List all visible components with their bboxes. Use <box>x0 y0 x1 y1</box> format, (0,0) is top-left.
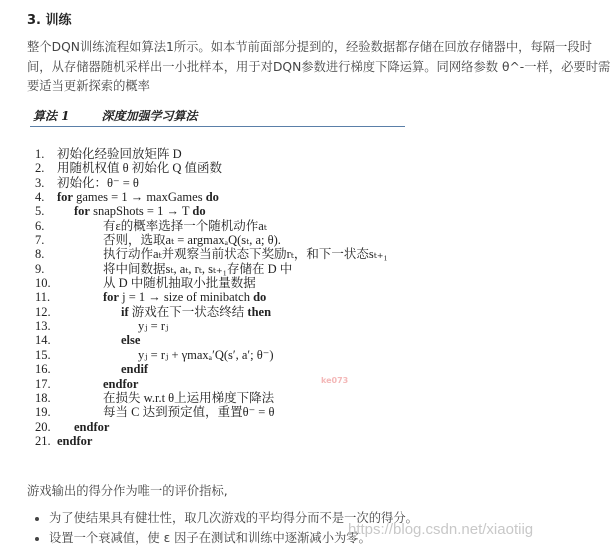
line-text: endif <box>121 362 149 377</box>
line-text: if 游戏在下一状态终结 then <box>121 304 272 319</box>
line-text: 执行动作aₜ并观察当前状态下奖励rₜ，和下一状态sₜ₊₁ <box>103 247 388 262</box>
intro-paragraph: 整个DQN训练流程如算法1所示。如本节前面部分提到的，经验数据都存储在回放存储器中，每隔一段时间，从存储器随机采样出一小批样本，用于对DQN参数进行梯度下降运算。同网络参数 θ^-一样，必要时需要适当更新探索的概率 <box>27 40 611 93</box>
evaluation-paragraph: 游戏输出的得分作为唯一的评价指标, <box>27 484 228 498</box>
line-number: 17. <box>35 376 51 391</box>
image-watermark: ke073 <box>321 376 349 385</box>
line-number: 16. <box>35 362 51 377</box>
line-number: 7. <box>35 233 45 248</box>
line-number: 14. <box>35 333 51 348</box>
line-number: 15. <box>35 347 51 362</box>
line-number: 1. <box>35 147 45 161</box>
line-text: endfor <box>74 419 110 434</box>
line-number: 10. <box>35 276 51 291</box>
site-watermark: https://blog.csdn.net/xiaotiig <box>348 521 534 538</box>
line-number: 12. <box>35 304 51 319</box>
line-text: else <box>121 333 141 348</box>
line-number: 5. <box>35 204 45 219</box>
line-text: endfor <box>103 376 139 391</box>
line-number: 20. <box>35 419 51 434</box>
line-text: 有ε的概率选择一个随机动作aₜ <box>103 218 267 233</box>
algorithm-divider <box>30 126 405 127</box>
line-text: endfor <box>57 433 93 448</box>
algorithm-caption <box>33 107 230 124</box>
line-number: 13. <box>35 319 51 334</box>
line-text: 每当 C 达到预定值，重置θ⁻ = θ <box>103 405 275 420</box>
section-heading: 3. 训练 <box>27 13 72 28</box>
line-number: 18. <box>35 390 51 405</box>
line-text: 将中间数据sₜ, aₜ, rₜ, sₜ₊₁存储在 D 中 <box>103 261 293 276</box>
line-text: for j = 1 → size of minibatch do <box>103 290 267 305</box>
line-number: 4. <box>35 190 45 205</box>
line-text: 用随机权值 θ 初始化 Q 值函数 <box>57 161 223 176</box>
line-text: 在损失 w.r.t θ上运用梯度下降法 <box>103 390 275 405</box>
algorithm-title: 深度加强学习算法 <box>101 109 198 123</box>
algorithm-label: 算法 1 <box>33 109 70 123</box>
line-number: 2. <box>35 161 45 176</box>
line-number: 11. <box>35 290 51 305</box>
list-item: • 为了使结果具有健壮性，取几次游戏的平均得分而不是一次的得分。 <box>49 508 418 528</box>
line-number: 21. <box>35 433 51 448</box>
line-number: 6. <box>35 218 45 233</box>
line-text: 否则，选取aₜ = argmaxₐQ(sₜ, a; θ). <box>103 233 281 248</box>
line-text: for games = 1 → maxGames do <box>57 190 219 205</box>
line-text: 初始化经验回放矩阵 D <box>57 147 182 161</box>
line-text: for snapShots = 1 → T do <box>74 204 206 219</box>
line-text: yⱼ = rⱼ + γmaxₐ′Q(s′, a′; θ⁻) <box>138 347 274 362</box>
line-number: 8. <box>35 247 45 262</box>
line-number: 9. <box>35 261 45 276</box>
line-text: yⱼ = rⱼ <box>138 319 169 334</box>
line-number: 19. <box>35 405 51 420</box>
line-text: 初始化：θ⁻ = θ <box>57 175 139 190</box>
line-number: 3. <box>35 175 45 190</box>
list-item: • 设置一个衰减值，使 ε 因子在测试和训练中逐渐减小为零。 <box>49 528 418 548</box>
line-text: 从 D 中随机抽取小批量数据 <box>103 276 256 291</box>
